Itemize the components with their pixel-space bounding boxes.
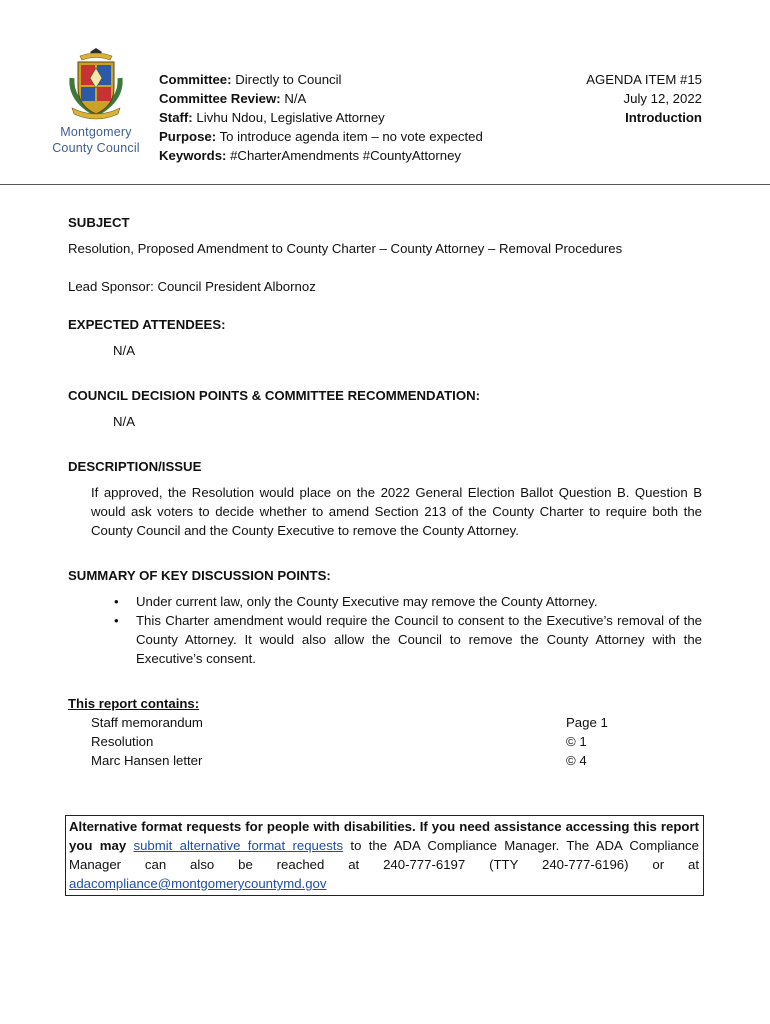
description-text: If approved, the Resolution would place on the 2022 General Election Ballot Question B. Question B would ask voters to decide whether to amend Section 213 of the County Charter to require both the County Council and the County Executive to remove the County Attorney. [91,485,702,538]
committee-review-value: N/A [284,91,307,106]
meta-block [159,70,483,165]
committee-row [159,70,483,89]
ada-bold-text: Alternative format requests for people with disabilities. If you need assistance accessing this report you may [69,819,699,853]
county-seal-icon [66,48,126,120]
staff-row [159,108,483,127]
keywords-row [159,146,483,165]
staff-label: Staff: [159,110,193,125]
bullet-icon: • [114,613,119,628]
staff-value: Livhu Ndou, Legislative Attorney [196,110,385,125]
list-item [68,611,702,668]
decision-heading: COUNCIL DECISION POINTS & COMMITTEE RECOMMENDATION: [68,388,480,403]
summary-heading: SUMMARY OF KEY DISCUSSION POINTS: [68,568,331,583]
summary-point-text: Under current law, only the County Executive may remove the County Attorney. [136,594,598,609]
bullet-icon: • [114,594,119,609]
ada-notice-box [65,815,704,896]
county-logo [50,48,142,156]
subject-text: Resolution, Proposed Amendment to County Charter – County Attorney – Removal Procedures [68,241,623,256]
list-item [68,751,702,770]
list-item [68,592,702,611]
keywords-label: Keywords: [159,148,227,163]
purpose-label: Purpose: [159,129,217,144]
content-page-ref: © 1 [566,734,587,749]
main-content [68,213,702,770]
header-divider [0,184,770,185]
ada-email-link[interactable]: adacompliance@montgomerycountymd.gov [69,876,327,891]
lead-sponsor: Lead Sponsor: Council President Albornoz [68,279,316,294]
committee-label: Committee: [159,72,232,87]
committee-review-row [159,89,483,108]
logo-line-2: County Council [52,141,140,155]
decision-value: N/A [113,414,135,429]
attendees-heading: EXPECTED ATTENDEES: [68,317,226,332]
summary-point-text: This Charter amendment would require the Council to consent to the Executive’s removal of the County Attorney. It would also allow the Council to remove the County Attorney with the Executive’s consent. [136,613,702,666]
attendees-value: N/A [113,343,135,358]
report-contains-title: This report contains: [68,696,200,711]
ada-text: to the ADA Compliance Manager. The ADA Compliance Manager can also be reached at 240-777-6197 (TTY 240-777-6196) or at [69,838,699,872]
content-name: Staff memorandum [91,715,203,730]
content-name: Resolution [91,734,154,749]
summary-list [68,592,702,668]
committee-value: Directly to Council [235,72,342,87]
agenda-date: July 12, 2022 [623,91,702,106]
agenda-item-number: AGENDA ITEM #15 [586,72,702,87]
purpose-row [159,127,483,146]
content-page-ref: Page 1 [566,715,608,730]
report-contents-list [68,713,702,770]
logo-line-1: Montgomery [60,125,132,139]
content-page-ref: © 4 [566,753,587,768]
content-name: Marc Hansen letter [91,753,203,768]
keywords-value: #CharterAmendments #CountyAttorney [230,148,461,163]
alternative-format-link[interactable]: submit alternative format requests [133,838,344,853]
subject-heading: SUBJECT [68,215,130,230]
purpose-value: To introduce agenda item – no vote expected [219,129,483,144]
list-item [68,732,702,751]
description-heading: DESCRIPTION/ISSUE [68,459,202,474]
agenda-status: Introduction [625,110,702,125]
committee-review-label: Committee Review: [159,91,281,106]
agenda-info [586,70,702,127]
list-item [68,713,702,732]
